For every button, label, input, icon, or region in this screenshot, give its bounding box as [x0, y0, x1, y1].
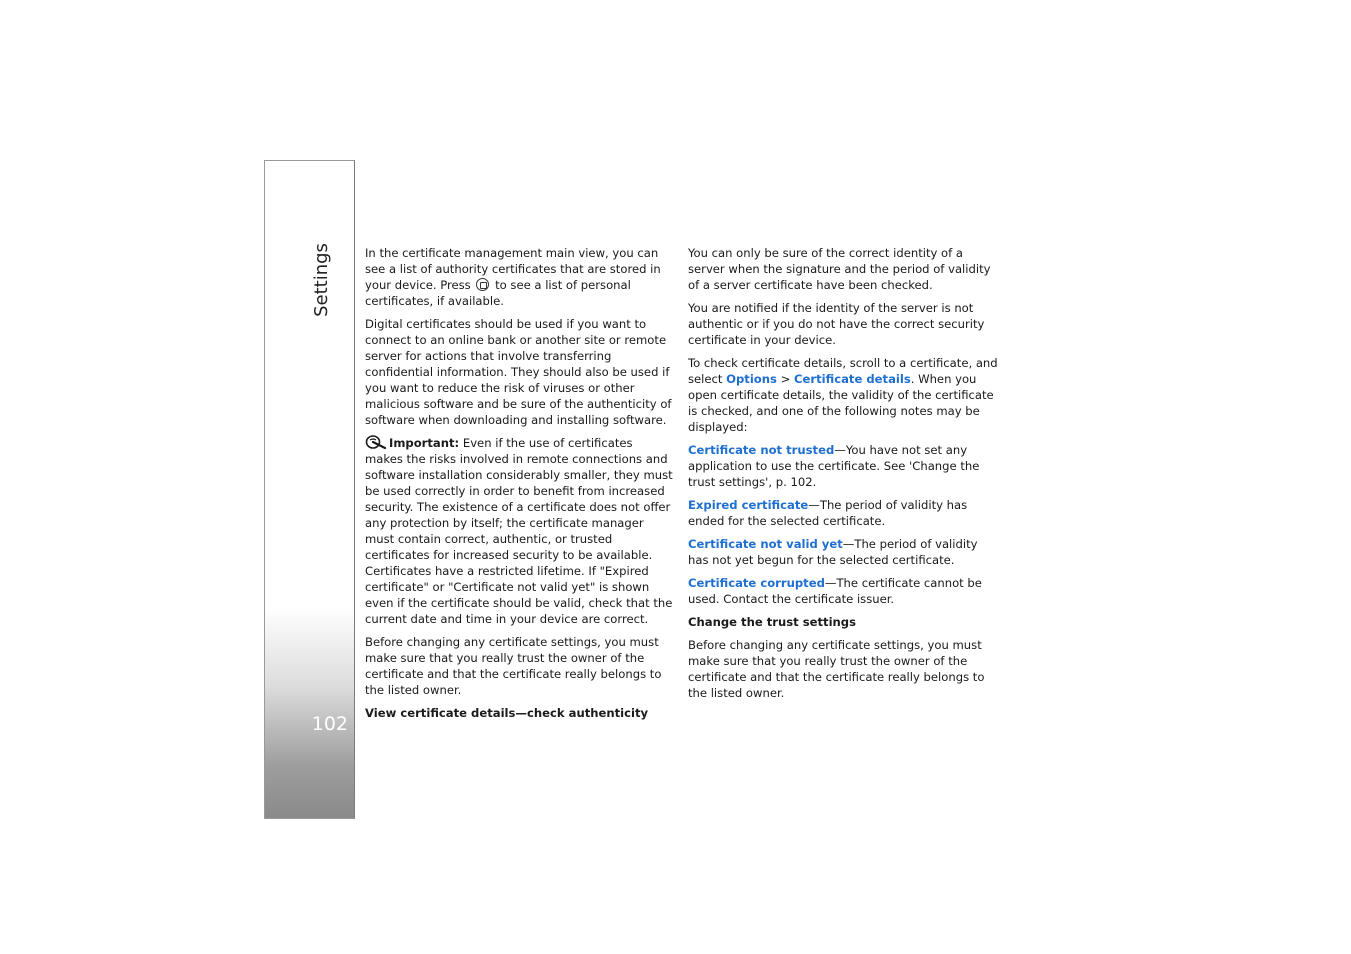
important-note: Important: Even if the use of certificates makes the risks involved in remote connections and software installation considerably smaller, they must be used correctly in order to benefit from increased security. The existence of a certificate does not offer any protection by itself; the certificate manager must contain correct, authentic, or trusted certificates for increased security to be available. Certificates have a restricted lifetime. If "Expired certificate" or "Certificate not valid yet" is shown even if the certificate should be valid, check that the current date and time in your device are correct.: [365, 436, 673, 626]
section-title: Settings: [311, 243, 332, 317]
check-details-paragraph: To check certificate details, scroll to a certificate, and select Options > Certificate details. When you open certificate details, the validity of the certificate is checked, and one of the following notes may be displayed:: [688, 356, 998, 434]
page-number: 102: [311, 713, 348, 735]
notified-paragraph: You are notified if the identity of the server is not authentic or if you do not have the correct security certificate in your device.: [688, 301, 985, 347]
note-item: Certificate corrupted—The certificate cannot be used. Contact the certificate issuer.: [688, 576, 982, 606]
before-changing-paragraph: Before changing any certificate settings, you must make sure that you really trust the owner of the certificate and that the certificate really belongs to the listed owner.: [365, 635, 662, 697]
options-link[interactable]: Options: [726, 372, 777, 386]
trust-settings-paragraph: Before changing any certificate settings, you must make sure that you really trust the owner of the certificate and that the certificate really belongs to the listed owner.: [688, 638, 985, 700]
certificate-corrupted-term: Certificate corrupted: [688, 576, 825, 590]
important-label: Important:: [389, 436, 460, 450]
change-trust-heading: Change the trust settings: [688, 615, 857, 629]
note-item: Certificate not trusted—You have not set any application to use the certificate. See 'Change the trust settings', p. 102.: [688, 443, 980, 489]
intro-paragraph: In the certificate management main view, you can see a list of authority certificates that are stored in your device. Press to see a list of personal certificates, if available.: [365, 246, 661, 308]
note-item: Certificate not valid yet—The period of validity has not yet begun for the selected certificate.: [688, 537, 978, 567]
view-details-heading: View certificate details—check authenticity: [365, 706, 649, 720]
identity-paragraph: You can only be sure of the correct identity of a server when the signature and the period of validity of a server certificate have been checked.: [688, 246, 991, 292]
expired-certificate-term: Expired certificate: [688, 498, 809, 512]
important-hand-icon: [365, 435, 387, 450]
ok-key-icon: [476, 278, 489, 291]
certificate-not-trusted-term: Certificate not trusted: [688, 443, 835, 457]
note-item: Expired certificate—The period of validity has ended for the selected certificate.: [688, 498, 968, 528]
digital-certificates-paragraph: Digital certificates should be used if you want to connect to an online bank or another site or remote server for actions that involve transferring confidential information. They should also be used if you want to reduce the risk of viruses or other malicious software and be sure of the authenticity of software when downloading and installing software.: [365, 317, 672, 427]
right-column: [688, 245, 1000, 708]
certificate-not-valid-yet-term: Certificate not valid yet: [688, 537, 843, 551]
certificate-details-link[interactable]: Certificate details: [794, 372, 911, 386]
left-column: [365, 245, 673, 728]
